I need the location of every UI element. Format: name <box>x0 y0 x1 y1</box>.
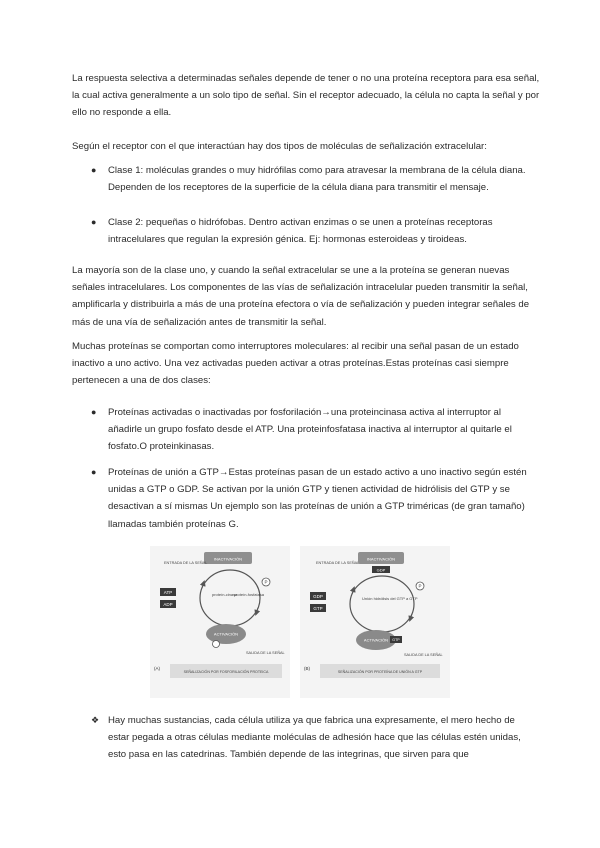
list-item <box>91 214 532 248</box>
panel-b-inactive-label: INACTIVACIÓN <box>366 556 396 562</box>
phosphate-label: P <box>264 579 268 585</box>
bullet-icon: ● <box>91 407 97 417</box>
list-item-text: Hay muchas sustancias, cada célula utiliza ya que fabrica una expresamente, el mero hecho de estar pegada a otras células mediante moléculas de adhesión hace que las células estén unidas, esto pasa en las catedrinas. También depende de las integrinas, que sirven para que <box>108 715 521 761</box>
panel-b-active-label: ACTIVACIÓN <box>363 637 389 643</box>
gtp-bottom-label: GTP <box>392 638 400 642</box>
list-item-text: Proteínas de unión a GTP→Estas proteínas pasan de un estado activo a uno inactivo según estén unidas a GTP o GDP. Se activan por la unión GTP y tienen actividad de hidrólisis del GTP y se desactivan a sí mismas Un ejemplo son las proteínas de unión a GTP triméricas (de gran tamaño) llamadas también proteínas G. <box>108 467 527 530</box>
panel-a-output-label: SALIDA DE LA SEÑAL <box>246 651 285 655</box>
paragraph-molecular-switches: Muchas proteínas se comportan como interruptores moleculares: al recibir una señal pasan de un estado inactivo a uno activo. Una vez activadas pueden activar a otras proteínas.Estas proteínas casi siempre pertenecen a una de dos clases: <box>72 341 519 387</box>
panel-a-inactive-label: INACTIVACIÓN <box>213 556 243 562</box>
paragraph-signal-types-intro: Según el receptor con el que interactúan hay dos tipos de moléculas de señalización extracelular: <box>72 141 487 152</box>
adp-label: ADP <box>163 602 173 607</box>
list-item-text: Clase 2: pequeñas o hidrófobas. Dentro activan enzimas o se unen a proteínas receptoras intracelulares que regulan la expresión génica. Ej: hormonas esteroideas y tiroideas. <box>108 217 493 246</box>
bullet-icon: ● <box>91 467 97 477</box>
list-item <box>91 162 532 196</box>
panel-b-output-label: SALIDA DE LA SEÑAL <box>404 653 443 657</box>
phosphate-label: P <box>418 583 422 589</box>
bullet-icon: ● <box>91 165 97 175</box>
paragraph-class-one-majority: La mayoría son de la clase uno, y cuando la señal extracelular se une a la proteína se generan nuevas señales intracelulares. Los componentes de las vías de señalización intracelular pueden transmitir la señal, amplificarla y distribuirla a más de una proteína efectora o vía de señalización y pueden integrar señales de más de una vía de señalización antes de transmitir la señal. <box>72 265 530 328</box>
list-item <box>91 404 532 456</box>
gdp-top-label: GDP <box>376 567 386 573</box>
panel-b-input-label: ENTRADA DE LA SEÑAL <box>316 561 360 565</box>
phosphate-icon <box>213 641 220 648</box>
panel-b <box>300 546 450 698</box>
list-item <box>91 464 532 533</box>
list-item <box>91 712 532 764</box>
phosphatase-label: proteín-fosfatasa <box>234 592 265 597</box>
bullet-icon: ● <box>91 217 97 227</box>
panel-a-active-label: ACTIVACIÓN <box>213 631 239 637</box>
gtp-label: GTP <box>313 606 323 611</box>
paragraph-receptor-selectivity: La respuesta selectiva a determinadas señales depende de tener o no una proteína receptora para esa señal, la cual activa generalmente a un solo tipo de señal. Sin el receptor adecuado, la célula no capta la señal y por ello no responde a ella. <box>72 73 540 119</box>
panel-b-tag: (B) <box>304 666 310 671</box>
figure-drawing <box>150 546 450 698</box>
panel-b-caption: SEÑALIZACIÓN POR PROTEÍNA DE UNIÓN A GTP <box>337 670 423 674</box>
gtp-union-label: Unión hidrólisis del GTP a GTP <box>362 596 418 601</box>
list-item-text: Clase 1: moléculas grandes o muy hidrófilas como para atravesar la membrana de la célula diana. Dependen de los receptores de la superficie de la célula diana para transmitir el mensaje. <box>108 165 526 194</box>
panel-a-input-label: ENTRADA DE LA SEÑAL <box>164 561 208 565</box>
kinase-label: proteín-cinasa <box>212 592 238 597</box>
gdp-label: GDP <box>313 594 323 599</box>
atp-label: ATP <box>163 590 173 595</box>
list-item-text: Proteínas activadas o inactivadas por fosforilación→una proteincinasa activa al interruptor al añadirle un grupo fosfato desde el ATP. Una proteinfosfatasa inactiva al interruptor al quitarle el fosfato.O proteinkinasas. <box>108 407 512 453</box>
signaling-figure <box>150 546 450 698</box>
panel-a-caption: SEÑALIZACIÓN POR FOSFORILACIÓN PROTEICA <box>183 670 269 674</box>
diamond-bullet-icon: ❖ <box>91 715 100 725</box>
panel-a <box>150 546 290 698</box>
panel-a-tag: (A) <box>154 666 160 671</box>
